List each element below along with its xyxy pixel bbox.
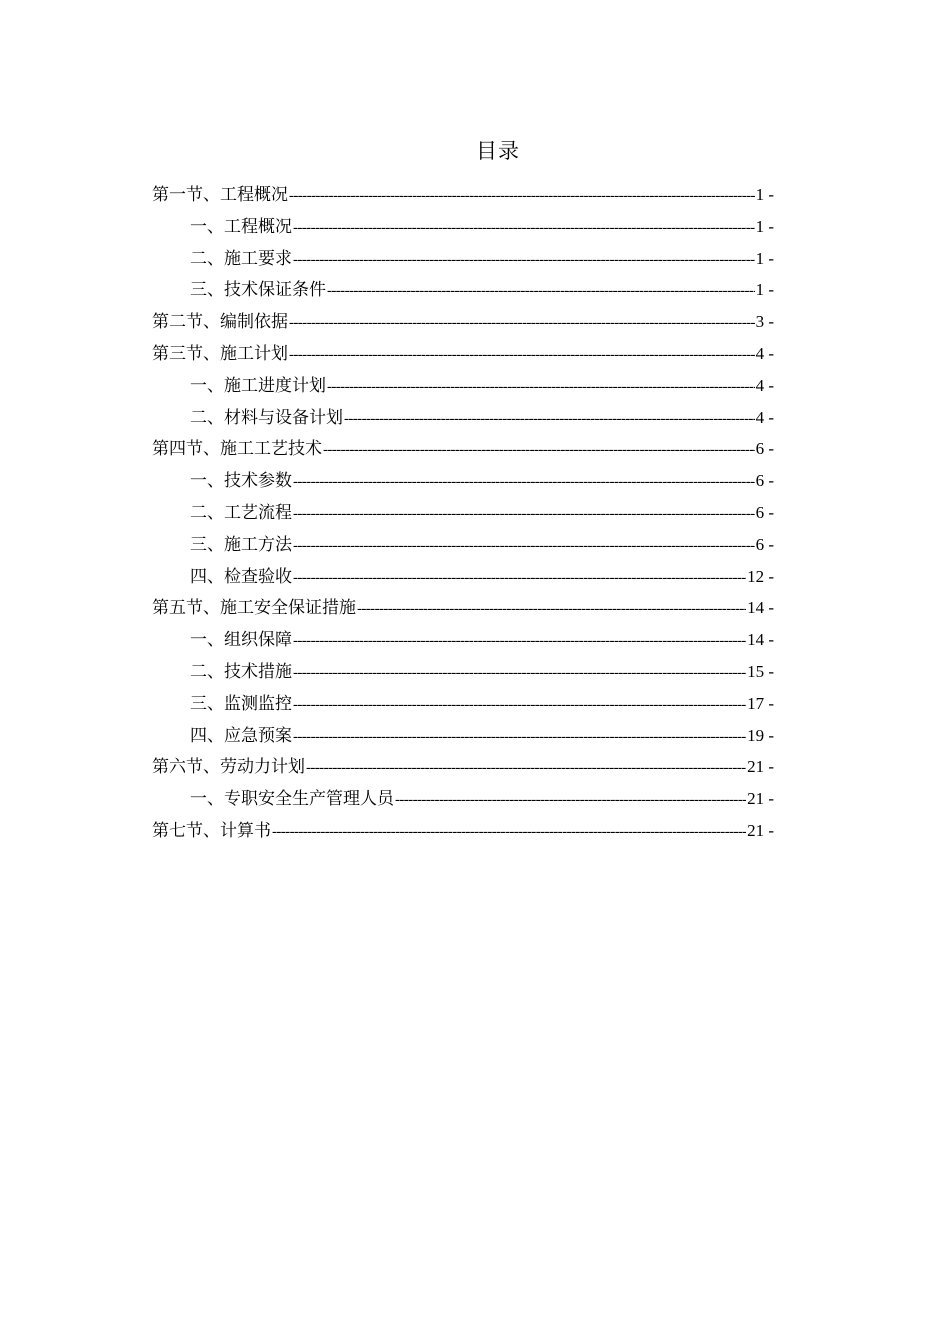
toc-title: 目录 bbox=[476, 139, 520, 163]
toc-entry-page: 3 - bbox=[755, 312, 774, 332]
toc-entry[interactable] bbox=[152, 243, 774, 275]
toc-entry[interactable] bbox=[152, 497, 774, 529]
toc-entry-label: 第五节、施工安全保证措施 bbox=[152, 598, 356, 619]
toc-entry[interactable] bbox=[152, 720, 774, 752]
toc-entry-label: 一、专职安全生产管理人员 bbox=[190, 789, 394, 810]
toc-entry-label: 三、施工方法 bbox=[190, 534, 292, 555]
toc-entry[interactable] bbox=[152, 815, 774, 847]
toc-entry-page: 17 - bbox=[747, 693, 774, 713]
toc-entry-page: 4 - bbox=[755, 375, 774, 395]
toc-entry[interactable] bbox=[152, 688, 774, 720]
toc-entry-page: 1 - bbox=[755, 216, 774, 236]
toc-leader-dots bbox=[293, 563, 746, 593]
toc-leader-dots bbox=[289, 340, 755, 370]
toc-leader-dots bbox=[293, 722, 746, 752]
toc-entry-page: 4 - bbox=[755, 343, 774, 363]
toc-entry-page: 6 - bbox=[755, 439, 774, 459]
toc-leader-dots bbox=[293, 467, 755, 497]
toc-entry-page: 12 - bbox=[747, 566, 774, 586]
toc-entry[interactable] bbox=[152, 306, 774, 338]
toc-list bbox=[152, 179, 774, 847]
toc-leader-dots bbox=[293, 690, 746, 720]
toc-entry-label: 二、工艺流程 bbox=[190, 502, 292, 523]
toc-entry-page: 1 - bbox=[755, 248, 774, 268]
toc-entry-label: 第七节、计算书 bbox=[152, 820, 271, 841]
toc-entry-page: 14 - bbox=[747, 630, 774, 650]
toc-entry[interactable] bbox=[152, 370, 774, 402]
toc-leader-dots bbox=[395, 785, 746, 815]
toc-entry-page: 6 - bbox=[755, 534, 774, 554]
toc-entry-page: 1 - bbox=[755, 280, 774, 300]
toc-entry-label: 三、监测监控 bbox=[190, 693, 292, 714]
toc-entry[interactable] bbox=[152, 656, 774, 688]
toc-leader-dots bbox=[293, 531, 755, 561]
toc-leader-dots bbox=[344, 404, 755, 434]
toc-entry[interactable] bbox=[152, 402, 774, 434]
toc-entry[interactable] bbox=[152, 465, 774, 497]
toc-entry[interactable] bbox=[152, 529, 774, 561]
toc-entry-label: 四、应急预案 bbox=[190, 725, 292, 746]
toc-entry-label: 一、技术参数 bbox=[190, 471, 292, 492]
toc-entry-label: 第一节、工程概况 bbox=[152, 185, 288, 205]
toc-leader-dots bbox=[293, 499, 755, 529]
toc-leader-dots bbox=[327, 372, 755, 402]
toc-entry-page: 6 - bbox=[755, 502, 774, 522]
toc-entry[interactable] bbox=[152, 751, 774, 783]
toc-leader-dots bbox=[306, 753, 746, 783]
toc-leader-dots bbox=[293, 245, 755, 275]
toc-entry-label: 第二节、编制依据 bbox=[152, 312, 288, 333]
toc-entry[interactable] bbox=[152, 433, 774, 465]
toc-leader-dots bbox=[293, 658, 746, 688]
toc-leader-dots bbox=[293, 213, 755, 243]
toc-entry-label: 一、工程概况 bbox=[190, 216, 292, 237]
toc-entry[interactable] bbox=[152, 211, 774, 243]
toc-entry-label: 第三节、施工计划 bbox=[152, 343, 288, 364]
toc-entry-label: 二、施工要求 bbox=[190, 248, 292, 269]
toc-entry[interactable] bbox=[152, 338, 774, 370]
toc-entry-label: 一、施工进度计划 bbox=[190, 375, 326, 396]
toc-entry[interactable] bbox=[152, 561, 774, 593]
toc-entry-label: 一、组织保障 bbox=[190, 630, 292, 651]
toc-leader-dots bbox=[357, 594, 746, 624]
toc-entry-label: 三、技术保证条件 bbox=[190, 280, 326, 301]
toc-entry[interactable] bbox=[152, 592, 774, 624]
toc-entry-page: 14 - bbox=[747, 598, 774, 618]
toc-entry[interactable] bbox=[152, 624, 774, 656]
toc-entry-page: 21 - bbox=[747, 757, 774, 777]
toc-entry-page: 6 - bbox=[755, 471, 774, 491]
toc-entry-label: 四、检查验收 bbox=[190, 566, 292, 587]
toc-entry-page: 4 - bbox=[755, 407, 774, 427]
toc-entry[interactable] bbox=[152, 274, 774, 306]
toc-entry-label: 二、技术措施 bbox=[190, 661, 292, 682]
toc-entry-label: 第六节、劳动力计划 bbox=[152, 757, 305, 778]
toc-entry-page: 19 - bbox=[747, 725, 774, 745]
toc-entry-label: 二、材料与设备计划 bbox=[190, 407, 343, 428]
toc-entry-page: 21 - bbox=[747, 789, 774, 809]
toc-entry-label: 第四节、施工工艺技术 bbox=[152, 439, 322, 460]
toc-entry-page: 21 - bbox=[747, 820, 774, 840]
toc-entry-page: 1 - bbox=[755, 185, 774, 204]
toc-entry[interactable] bbox=[152, 179, 774, 211]
toc-leader-dots bbox=[327, 276, 755, 306]
toc-leader-dots bbox=[289, 308, 755, 338]
toc-leader-dots bbox=[323, 435, 755, 465]
toc-entry[interactable] bbox=[152, 783, 774, 815]
toc-leader-dots bbox=[272, 817, 746, 847]
toc-leader-dots bbox=[289, 181, 755, 211]
toc-leader-dots bbox=[293, 626, 746, 656]
toc-entry-page: 15 - bbox=[747, 661, 774, 681]
